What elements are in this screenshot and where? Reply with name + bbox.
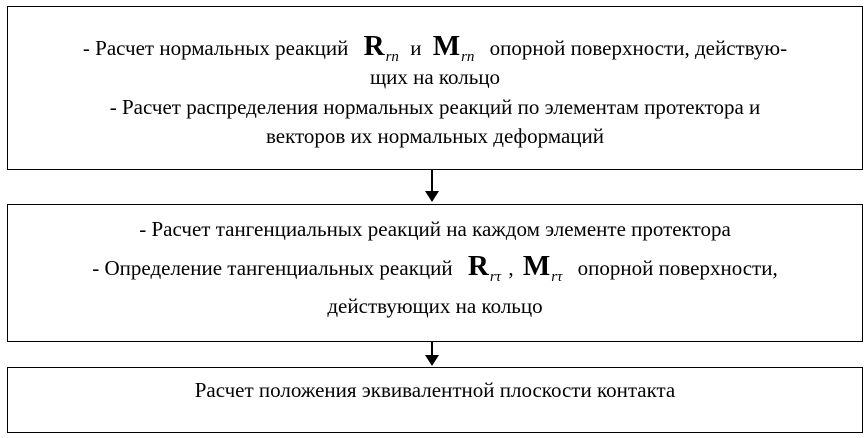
- step-box-tangential-reactions: [7, 204, 863, 342]
- box2-line2-post: опорной поверхности,: [577, 256, 778, 280]
- box1-line1-pre: - Расчет нормальных реакций: [82, 36, 349, 60]
- symbol-R-subscript: rn: [385, 49, 399, 65]
- symbol-R-tau: R: [467, 250, 489, 282]
- box1-line1: [8, 30, 862, 65]
- box1-line1-post: опорной поверхности, действую-: [489, 36, 788, 60]
- box2-line1: - Расчет тангенциальных реакций на каждом элементе протектора: [139, 217, 731, 241]
- symbol-M: M: [432, 30, 461, 62]
- symbol-R: R: [363, 30, 385, 62]
- step-box-contact-plane: [7, 367, 863, 433]
- symbol-M-subscript: rn: [461, 49, 475, 65]
- box1-and: и: [410, 36, 422, 60]
- symbol-M-tau-subscript: rτ: [551, 269, 563, 285]
- box2-line3: действующих на кольцо: [327, 294, 543, 318]
- box1-line2: щих на кольцо: [369, 65, 501, 89]
- box1-line3: - Расчет распределения нормальных реакций по элементам протектора и: [109, 95, 761, 119]
- box2-line2-pre: - Определение тангенциальных реакций: [92, 256, 453, 280]
- box1-line4: векторов их нормальных деформаций: [265, 124, 605, 148]
- box2-line2: [8, 250, 862, 285]
- box2-comma: ,: [508, 256, 514, 280]
- box3-line1: Расчет положения эквивалентной плоскости контакта: [194, 378, 676, 402]
- symbol-R-tau-subscript: rτ: [489, 269, 502, 285]
- step-box-normal-reactions: [7, 6, 863, 170]
- symbol-M-tau: M: [522, 250, 551, 282]
